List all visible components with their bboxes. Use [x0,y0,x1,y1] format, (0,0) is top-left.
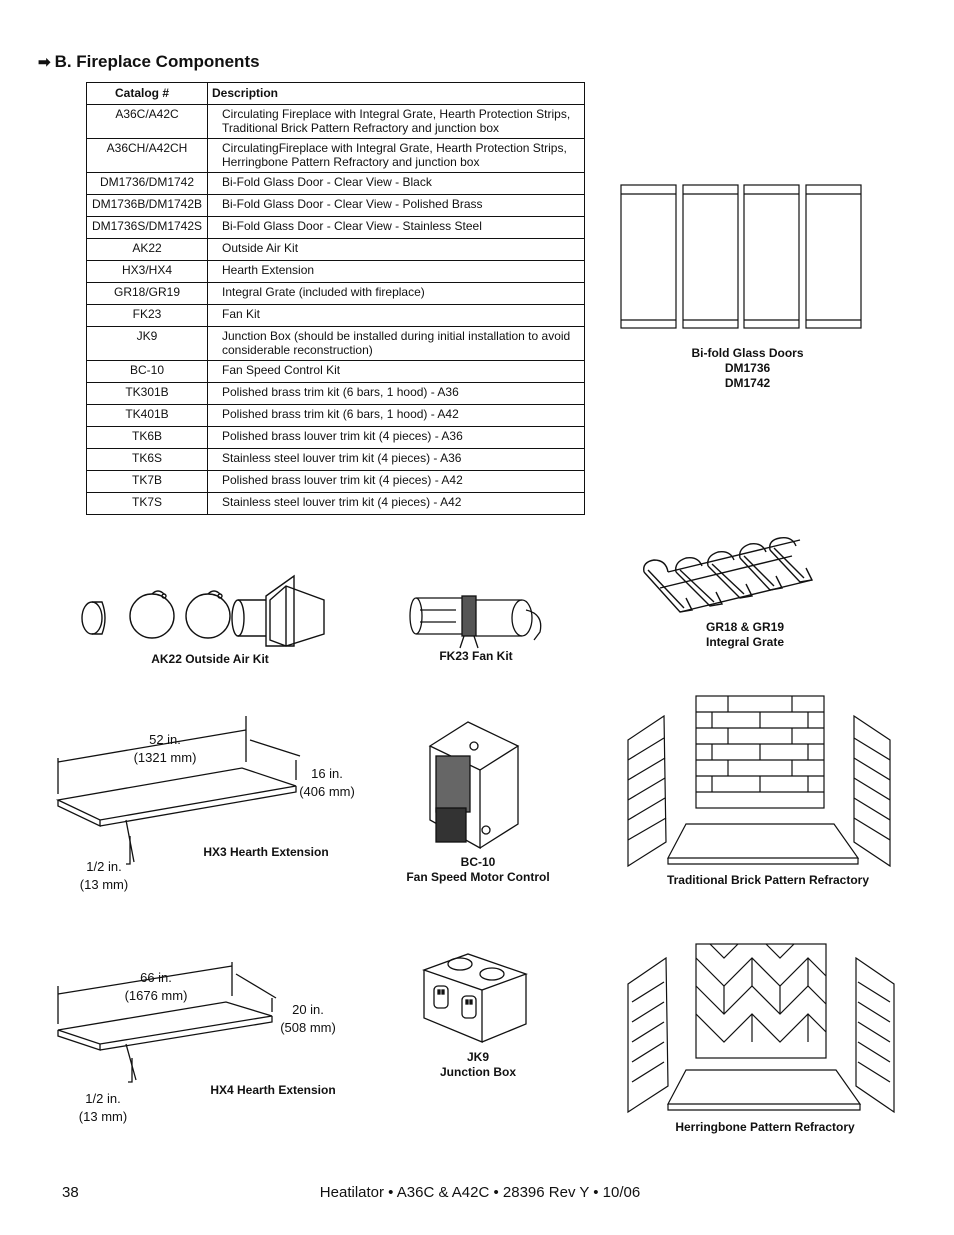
description-cell: Bi-Fold Glass Door - Clear View - Polished Brass [208,194,585,216]
catalog-cell: HX3/HX4 [87,260,208,282]
description-cell: Fan Speed Control Kit [208,360,585,382]
dim-line: 52 in. [149,732,181,747]
catalog-cell: A36C/A42C [87,104,208,138]
table-row [87,382,585,404]
hx4-thickness-label [74,1090,132,1126]
table-row [87,404,585,426]
dim-line: (1676 mm) [124,988,188,1003]
caption-line: Integral Grate [705,635,785,649]
fk23-caption: FK23 Fan Kit [439,649,513,663]
catalog-cell: FK23 [87,304,208,326]
components-table [86,82,585,515]
fan-kit-illustration [406,592,546,648]
catalog-cell: AK22 [87,238,208,260]
description-cell: Stainless steel louver trim kit (4 pieces) - A42 [208,492,585,514]
catalog-cell: TK401B [87,404,208,426]
hx3-thickness-label [76,858,132,894]
description-cell: Bi-Fold Glass Door - Clear View - Stainless Steel [208,216,585,238]
table-row [87,304,585,326]
bifold-caption [660,346,835,391]
table-row [87,282,585,304]
integral-grate-illustration [640,536,820,622]
jk9-caption [418,1050,538,1080]
catalog-cell: DM1736S/DM1742S [87,216,208,238]
dim-line: (13 mm) [78,1109,128,1124]
herringbone-caption: Herringbone Pattern Refractory [675,1120,855,1134]
table-row [87,326,585,360]
hx4-depth-label [276,1001,340,1037]
col-header-description: Description [208,83,585,105]
catalog-cell: TK7S [87,492,208,514]
table-body [87,104,585,514]
fan-speed-control-illustration [428,720,520,852]
table-row [87,172,585,194]
table-row [87,470,585,492]
table-row [87,104,585,138]
description-cell: Polished brass louver trim kit (4 pieces) - A36 [208,426,585,448]
catalog-cell: DM1736B/DM1742B [87,194,208,216]
catalog-cell: BC-10 [87,360,208,382]
description-cell: Stainless steel louver trim kit (4 pieces) - A36 [208,448,585,470]
dim-line: (13 mm) [79,877,129,892]
description-cell: Fan Kit [208,304,585,326]
caption-line: Fan Speed Motor Control [406,870,550,884]
dim-line: 16 in. [311,766,343,781]
table-row [87,194,585,216]
table-header-row [87,83,585,105]
section-heading [38,52,260,72]
footer-doc-info: Heatilator • A36C & A42C • 28396 Rev Y • 10/06 [319,1184,641,1201]
page-number: 38 [62,1184,79,1201]
description-cell: Polished brass trim kit (6 bars, 1 hood) - A36 [208,382,585,404]
catalog-cell: TK7B [87,470,208,492]
right-arrow-icon: ➡ [38,54,51,71]
description-cell: CirculatingFireplace with Integral Grate, Hearth Protection Strips, Herringbone Pattern Refractory and junction box [208,138,585,172]
table-row [87,138,585,172]
catalog-cell: TK301B [87,382,208,404]
table-row [87,492,585,514]
table-row [87,260,585,282]
brick-refractory-illustration [624,694,896,870]
caption-line: DM1736 [724,361,771,375]
bc10-caption [398,855,558,885]
ak22-caption: AK22 Outside Air Kit [151,652,269,666]
junction-box-illustration [422,950,528,1046]
section-title: B. Fireplace Components [54,52,260,71]
description-cell: Bi-Fold Glass Door - Clear View - Black [208,172,585,194]
caption-line: BC-10 [460,855,496,869]
table-row [87,238,585,260]
dim-line: (1321 mm) [133,750,197,765]
hx3-length-label [130,731,200,767]
description-cell: Integral Grate (included with fireplace) [208,282,585,304]
description-cell: Polished brass trim kit (6 bars, 1 hood) - A42 [208,404,585,426]
description-cell: Outside Air Kit [208,238,585,260]
hx4-caption: HX4 Hearth Extension [210,1083,336,1097]
grate-caption [665,620,825,650]
catalog-cell: DM1736/DM1742 [87,172,208,194]
dim-line: 1/2 in. [86,859,122,874]
herringbone-refractory-illustration [624,942,898,1116]
catalog-cell: GR18/GR19 [87,282,208,304]
description-cell: Polished brass louver trim kit (4 pieces) - A42 [208,470,585,492]
caption-line: JK9 [466,1050,489,1064]
description-cell: Circulating Fireplace with Integral Grate, Hearth Protection Strips, Traditional Brick Pattern Refractory and junction box [208,104,585,138]
dim-line: 20 in. [292,1002,324,1017]
table-row [87,216,585,238]
caption-line: DM1742 [724,376,771,390]
hx3-caption: HX3 Hearth Extension [203,845,329,859]
catalog-cell: A36CH/A42CH [87,138,208,172]
catalog-cell: JK9 [87,326,208,360]
catalog-cell: TK6B [87,426,208,448]
col-header-catalog: Catalog # [87,83,208,105]
outside-air-kit-illustration [80,574,330,654]
table-row [87,426,585,448]
description-cell: Hearth Extension [208,260,585,282]
hx4-length-label [118,969,194,1005]
caption-line: Junction Box [439,1065,516,1079]
dim-line: 1/2 in. [85,1091,121,1106]
brick-caption: Traditional Brick Pattern Refractory [666,873,870,887]
hx3-depth-label [296,765,358,801]
catalog-cell: TK6S [87,448,208,470]
caption-line: GR18 & GR19 [705,620,785,634]
table-row [87,448,585,470]
table-row [87,360,585,382]
dim-line: (508 mm) [280,1020,336,1035]
dim-line: 66 in. [140,970,172,985]
dim-line: (406 mm) [299,784,355,799]
description-cell: Junction Box (should be installed during initial installation to avoid considerable reconstruction) [208,326,585,360]
bifold-doors-illustration [620,184,862,330]
caption-line: Bi-fold Glass Doors [691,346,804,360]
